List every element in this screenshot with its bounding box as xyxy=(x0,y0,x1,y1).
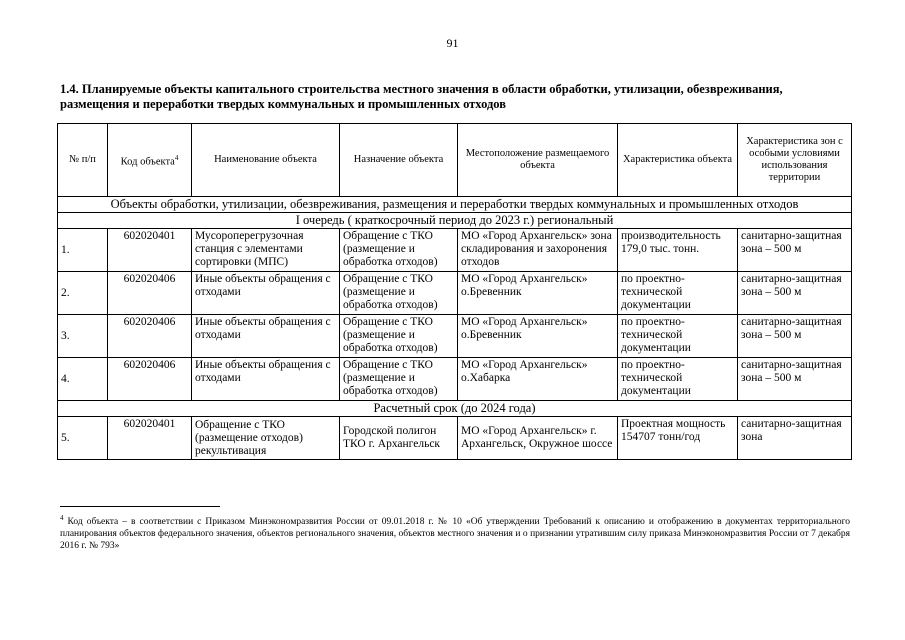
cell-location: МО «Город Архангельск» о.Бревенник xyxy=(458,272,618,315)
header-num: № п/п xyxy=(58,124,108,197)
header-code xyxy=(108,124,192,197)
stage1-title: I очередь ( краткосрочный период до 2023 г.) региональный xyxy=(58,213,852,229)
stage2-title-row xyxy=(58,401,852,417)
group-title: Объекты обработки, утилизации, обезвреживания, размещения и переработки твердых коммунальных и промышленных отходов xyxy=(58,197,852,213)
group-title-row xyxy=(58,197,852,213)
objects-table xyxy=(57,123,852,460)
page-number: 91 xyxy=(446,36,459,50)
cell-purpose: Городской полигон ТКО г. Архангельск xyxy=(340,417,458,460)
stage2-title: Расчетный срок (до 2024 года) xyxy=(58,401,852,417)
cell-purpose: Обращение с ТКО (размещение и обработка отходов) xyxy=(340,272,458,315)
cell-purpose: Обращение с ТКО (размещение и обработка отходов) xyxy=(340,358,458,401)
cell-num: 1. xyxy=(58,229,108,272)
cell-characteristics: по проектно-технической документации xyxy=(618,358,738,401)
cell-zone: санитарно-защитная зона – 500 м xyxy=(738,272,852,315)
cell-code: 602020406 xyxy=(108,272,192,315)
footnote xyxy=(60,512,850,552)
table-row xyxy=(58,417,852,460)
header-row xyxy=(58,124,852,197)
header-purpose: Назначение объекта xyxy=(340,124,458,197)
cell-location: МО «Город Архангельск» о.Хабарка xyxy=(458,358,618,401)
cell-code: 602020401 xyxy=(108,229,192,272)
cell-name: Иные объекты обращения с отходами xyxy=(192,358,340,401)
cell-zone: санитарно-защитная зона – 500 м xyxy=(738,229,852,272)
table-row xyxy=(58,315,852,358)
cell-characteristics: Проектная мощность 154707 тонн/год xyxy=(618,417,738,460)
cell-characteristics: по проектно-технической документации xyxy=(618,272,738,315)
cell-purpose: Обращение с ТКО (размещение и обработка отходов) xyxy=(340,229,458,272)
table-row xyxy=(58,229,852,272)
header-zone: Характеристика зон с особыми условиями использования территории xyxy=(738,124,852,197)
cell-name: Иные объекты обращения с отходами xyxy=(192,315,340,358)
cell-zone: санитарно-защитная зона – 500 м xyxy=(738,358,852,401)
footnote-ref: 4 xyxy=(174,153,179,162)
footnote-text: Код объекта – в соответствии с Приказом Минэкономразвития России от 09.01.2018 г. № 10 «Об утверждении Требований к описанию и отображению в документах территориального планирования объектов федерального значения, объектов регионального значения, объектов местного значения и о признании утратившим силу приказа Минэкономразвития России от 7 декабря 2016 г. № 793» xyxy=(60,517,851,552)
cell-name: Иные объекты обращения с отходами xyxy=(192,272,340,315)
section-title: 1.4. Планируемые объекты капитального строительства местного значения в области обработки, утилизации, обезвреживания, размещения и переработки твердых коммунальных и промышленных отходов xyxy=(60,82,783,111)
header-code-label: Код объекта xyxy=(120,156,175,168)
cell-location: МО «Город Архангельск» г. Архангельск, Окружное шоссе xyxy=(458,417,618,460)
table-row xyxy=(58,272,852,315)
cell-characteristics: по проектно-технической документации xyxy=(618,315,738,358)
header-characteristics: Характеристика объекта xyxy=(618,124,738,197)
cell-zone: санитарно-защитная зона xyxy=(738,417,852,460)
cell-purpose: Обращение с ТКО (размещение и обработка отходов) xyxy=(340,315,458,358)
cell-location: МО «Город Архангельск» о.Бревенник xyxy=(458,315,618,358)
cell-code: 602020401 xyxy=(108,417,192,460)
stage1-title-row xyxy=(58,213,852,229)
header-name: Наименование объекта xyxy=(192,124,340,197)
cell-code: 602020406 xyxy=(108,358,192,401)
cell-num: 3. xyxy=(58,315,108,358)
cell-num: 4. xyxy=(58,358,108,401)
cell-location: МО «Город Архангельск» зона складирования и захоронения отходов xyxy=(458,229,618,272)
cell-characteristics: производительность 179,0 тыс. тонн. xyxy=(618,229,738,272)
cell-code: 602020406 xyxy=(108,315,192,358)
cell-name: Обращение с ТКО (размещение отходов) рекультивация xyxy=(192,417,340,460)
table-row xyxy=(58,358,852,401)
cell-num: 2. xyxy=(58,272,108,315)
cell-zone: санитарно-защитная зона – 500 м xyxy=(738,315,852,358)
footnote-marker: 4 xyxy=(60,514,64,522)
table-body xyxy=(58,197,852,460)
footnote-divider xyxy=(60,506,220,507)
header-location: Местоположение размещаемого объекта xyxy=(458,124,618,197)
cell-num: 5. xyxy=(58,417,108,460)
cell-name: Мусороперегрузочная станция с элементами сортировки (МПС) xyxy=(192,229,340,272)
